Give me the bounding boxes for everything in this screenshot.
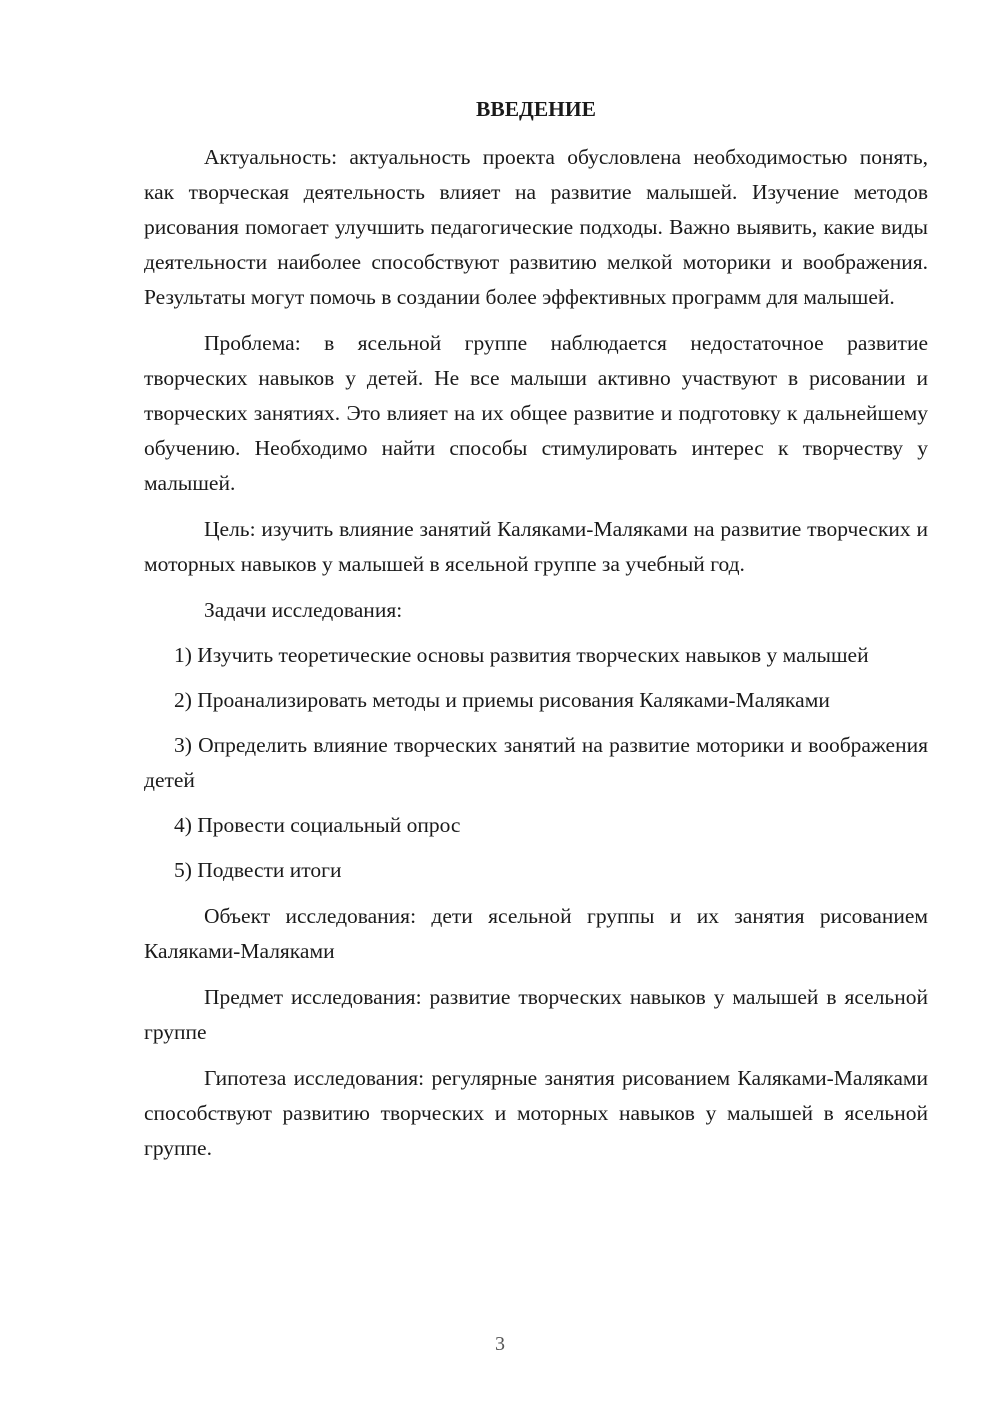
task-item: 1) Изучить теоретические основы развития творческих навыков у малышей [174, 643, 869, 667]
problem-paragraph: Проблема: в ясельной группе наблюдается недостаточное развитие творческих навыков у детей. Не все малыши активно участвуют в рисовании и творческих занятиях. Это влияет на их общее развитие и подготовку к дальнейшему обучению. Необходимо найти способы стимулировать интерес к творчеству у малышей. [144, 331, 928, 495]
object-paragraph: Объект исследования: дети ясельной группы и их занятия рисованием Каляками-Маляками [144, 904, 928, 963]
task-item: 3) Определить влияние творческих занятий на развитие моторики и воображения детей [144, 733, 928, 792]
section-title: ВВЕДЕНИЕ [476, 97, 596, 121]
goal-paragraph: Цель: изучить влияние занятий Каляками-Маляками на развитие творческих и моторных навыков у малышей в ясельной группе за учебный год. [144, 517, 928, 576]
hypothesis-paragraph: Гипотеза исследования: регулярные занятия рисованием Каляками-Маляками способствуют развитию творческих и моторных навыков у малышей в ясельной группе. [144, 1066, 928, 1160]
tasks-heading: Задачи исследования: [204, 598, 403, 622]
task-item: 2) Проанализировать методы и приемы рисования Каляками-Маляками [174, 688, 830, 712]
relevance-paragraph: Актуальность: актуальность проекта обусловлена необходимостью понять, как творческая деятельность влияет на развитие малышей. Изучение методов рисования помогает улучшить педагогические подходы. Важно выявить, какие виды деятельности наиболее способствуют развитию мелкой моторики и воображения. Результаты могут помочь в создании более эффективных программ для малышей. [144, 145, 928, 309]
task-item: 4) Провести социальный опрос [174, 813, 461, 837]
subject-paragraph: Предмет исследования: развитие творческих навыков у малышей в ясельной группе [144, 985, 928, 1044]
document-page [144, 94, 928, 1166]
task-item: 5) Подвести итоги [174, 858, 342, 882]
page-number: 3 [495, 1333, 505, 1355]
